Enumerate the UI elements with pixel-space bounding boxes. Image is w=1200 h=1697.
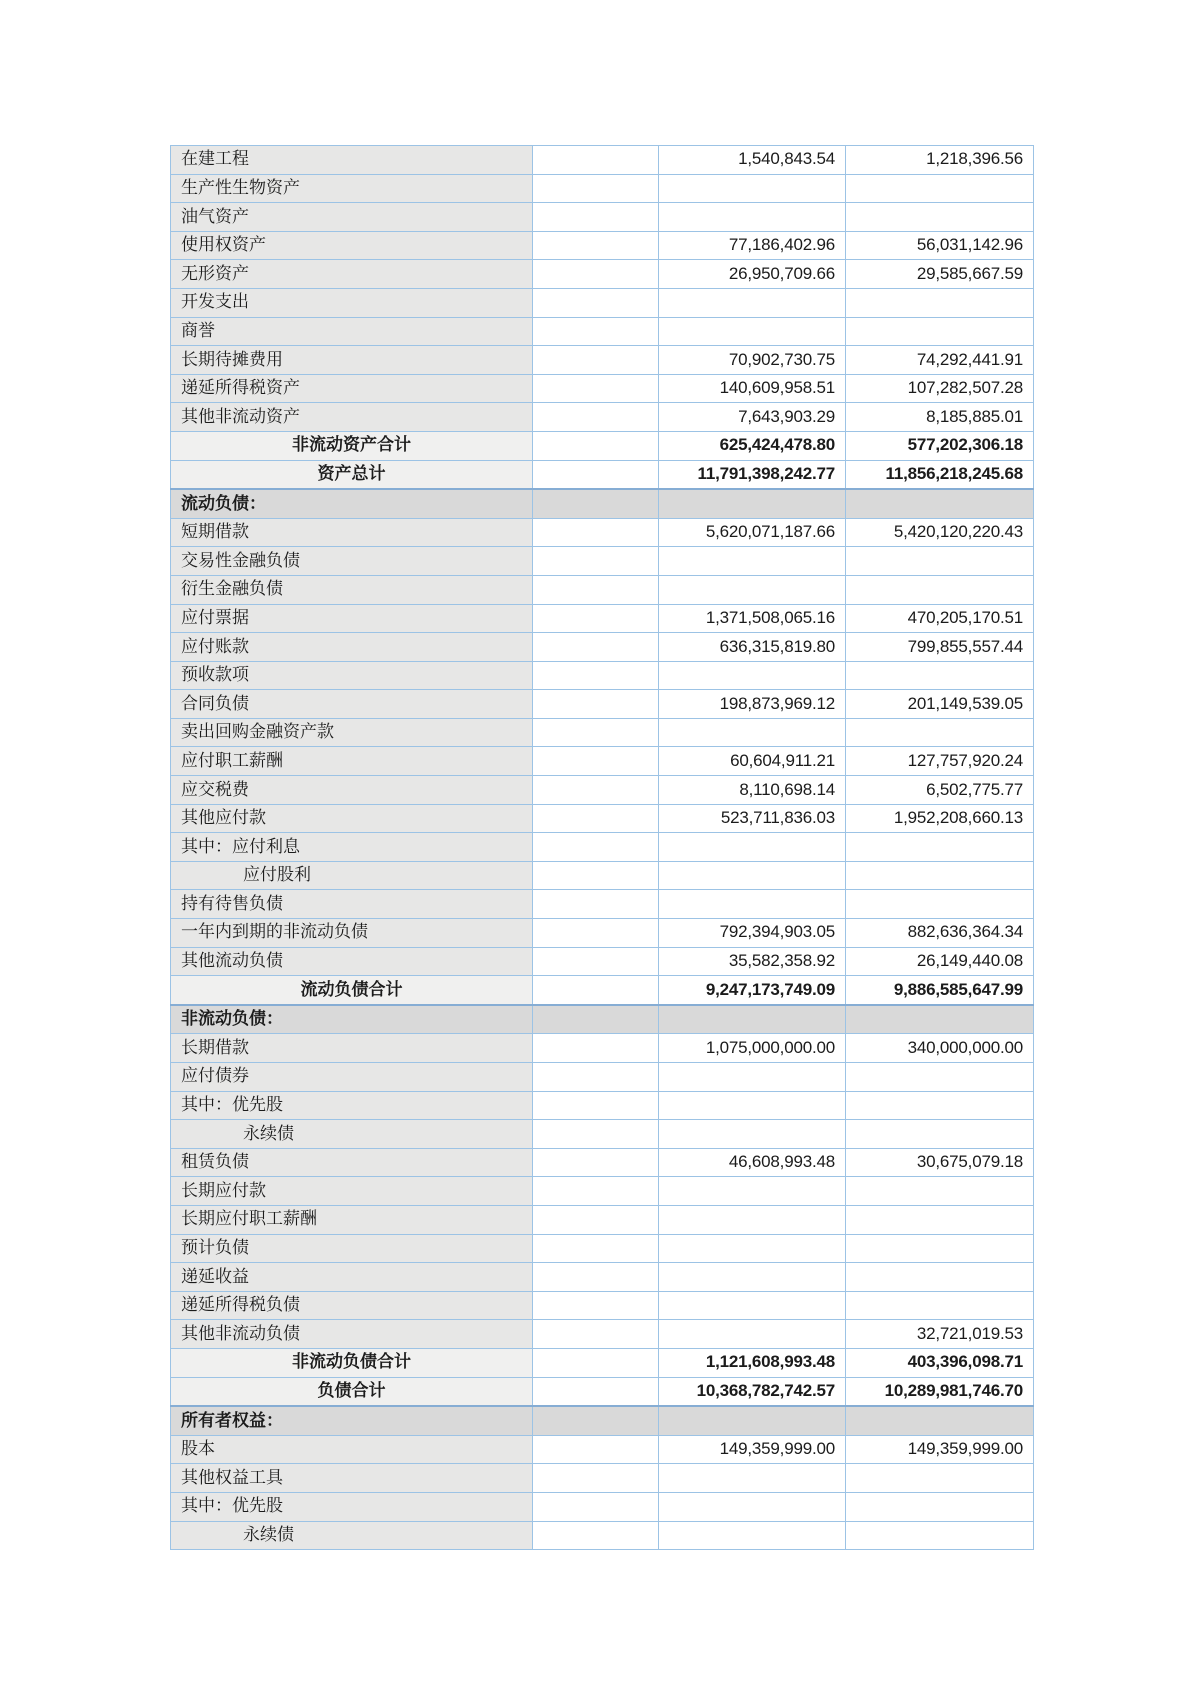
prior-value-cell bbox=[846, 1291, 1034, 1320]
current-value-cell bbox=[659, 1263, 846, 1292]
item-label-cell: 卖出回购金融资产款 bbox=[171, 718, 533, 747]
note-cell bbox=[533, 146, 659, 175]
note-cell bbox=[533, 431, 659, 460]
note-cell bbox=[533, 575, 659, 604]
note-cell bbox=[533, 890, 659, 919]
note-cell bbox=[533, 861, 659, 890]
prior-value-cell: 56,031,142.96 bbox=[846, 231, 1034, 260]
current-value-cell: 11,791,398,242.77 bbox=[659, 460, 846, 489]
item-label-cell: 衍生金融负债 bbox=[171, 575, 533, 604]
table-row bbox=[171, 346, 1034, 375]
note-cell bbox=[533, 1320, 659, 1349]
note-cell bbox=[533, 1492, 659, 1521]
note-cell bbox=[533, 1205, 659, 1234]
current-value-cell bbox=[659, 489, 846, 518]
current-value-cell: 1,121,608,993.48 bbox=[659, 1348, 846, 1377]
current-value-cell bbox=[659, 1492, 846, 1521]
prior-value-cell bbox=[846, 547, 1034, 576]
prior-value-cell: 799,855,557.44 bbox=[846, 633, 1034, 662]
current-value-cell: 523,711,836.03 bbox=[659, 804, 846, 833]
table-row bbox=[171, 1005, 1034, 1034]
item-label-cell: 其他非流动负债 bbox=[171, 1320, 533, 1349]
table-row bbox=[171, 174, 1034, 203]
table-row bbox=[171, 1464, 1034, 1493]
note-cell bbox=[533, 1291, 659, 1320]
note-cell bbox=[533, 1263, 659, 1292]
current-value-cell bbox=[659, 890, 846, 919]
table-row bbox=[171, 374, 1034, 403]
current-value-cell bbox=[659, 575, 846, 604]
table-row bbox=[171, 431, 1034, 460]
note-cell bbox=[533, 1435, 659, 1464]
table-row bbox=[171, 718, 1034, 747]
table-row bbox=[171, 317, 1034, 346]
note-cell bbox=[533, 317, 659, 346]
item-label-cell: 应付债券 bbox=[171, 1063, 533, 1092]
note-cell bbox=[533, 1177, 659, 1206]
prior-value-cell: 127,757,920.24 bbox=[846, 747, 1034, 776]
note-cell bbox=[533, 919, 659, 948]
current-value-cell bbox=[659, 1521, 846, 1550]
prior-value-cell: 149,359,999.00 bbox=[846, 1435, 1034, 1464]
current-value-cell bbox=[659, 833, 846, 862]
prior-value-cell: 1,218,396.56 bbox=[846, 146, 1034, 175]
prior-value-cell bbox=[846, 1521, 1034, 1550]
current-value-cell: 792,394,903.05 bbox=[659, 919, 846, 948]
table-row bbox=[171, 1120, 1034, 1149]
table-row bbox=[171, 890, 1034, 919]
note-cell bbox=[533, 460, 659, 489]
table-row bbox=[171, 804, 1034, 833]
note-cell bbox=[533, 661, 659, 690]
prior-value-cell: 340,000,000.00 bbox=[846, 1034, 1034, 1063]
current-value-cell bbox=[659, 1406, 846, 1435]
item-label-cell: 交易性金融负债 bbox=[171, 547, 533, 576]
prior-value-cell: 26,149,440.08 bbox=[846, 947, 1034, 976]
current-value-cell: 8,110,698.14 bbox=[659, 776, 846, 805]
table-row bbox=[171, 947, 1034, 976]
note-cell bbox=[533, 518, 659, 547]
current-value-cell bbox=[659, 174, 846, 203]
current-value-cell: 198,873,969.12 bbox=[659, 690, 846, 719]
table-row bbox=[171, 575, 1034, 604]
current-value-cell: 77,186,402.96 bbox=[659, 231, 846, 260]
item-label-cell: 非流动负债合计 bbox=[171, 1348, 533, 1377]
prior-value-cell bbox=[846, 718, 1034, 747]
table-row bbox=[171, 260, 1034, 289]
current-value-cell bbox=[659, 661, 846, 690]
note-cell bbox=[533, 260, 659, 289]
prior-value-cell: 10,289,981,746.70 bbox=[846, 1377, 1034, 1406]
note-cell bbox=[533, 1005, 659, 1034]
prior-value-cell: 9,886,585,647.99 bbox=[846, 976, 1034, 1005]
table-row bbox=[171, 919, 1034, 948]
item-label-cell: 长期借款 bbox=[171, 1034, 533, 1063]
current-value-cell: 70,902,730.75 bbox=[659, 346, 846, 375]
item-label-cell: 其中：优先股 bbox=[171, 1492, 533, 1521]
note-cell bbox=[533, 976, 659, 1005]
note-cell bbox=[533, 1348, 659, 1377]
current-value-cell: 636,315,819.80 bbox=[659, 633, 846, 662]
note-cell bbox=[533, 174, 659, 203]
item-label-cell: 其中：应付利息 bbox=[171, 833, 533, 862]
current-value-cell bbox=[659, 1005, 846, 1034]
item-label-cell: 资产总计 bbox=[171, 460, 533, 489]
current-value-cell: 60,604,911.21 bbox=[659, 747, 846, 776]
table-row bbox=[171, 747, 1034, 776]
table-row bbox=[171, 203, 1034, 232]
prior-value-cell bbox=[846, 1406, 1034, 1435]
item-label-cell: 商誉 bbox=[171, 317, 533, 346]
table-row bbox=[171, 1377, 1034, 1406]
item-label-cell: 负债合计 bbox=[171, 1377, 533, 1406]
note-cell bbox=[533, 403, 659, 432]
item-label-cell: 应付股利 bbox=[171, 861, 533, 890]
current-value-cell bbox=[659, 1234, 846, 1263]
note-cell bbox=[533, 1063, 659, 1092]
prior-value-cell bbox=[846, 575, 1034, 604]
prior-value-cell bbox=[846, 203, 1034, 232]
item-label-cell: 开发支出 bbox=[171, 288, 533, 317]
item-label-cell: 在建工程 bbox=[171, 146, 533, 175]
item-label-cell: 预收款项 bbox=[171, 661, 533, 690]
prior-value-cell bbox=[846, 1492, 1034, 1521]
current-value-cell bbox=[659, 1120, 846, 1149]
item-label-cell: 递延所得税资产 bbox=[171, 374, 533, 403]
table-row bbox=[171, 1034, 1034, 1063]
prior-value-cell: 30,675,079.18 bbox=[846, 1148, 1034, 1177]
table-row bbox=[171, 146, 1034, 175]
note-cell bbox=[533, 489, 659, 518]
note-cell bbox=[533, 1464, 659, 1493]
current-value-cell: 1,540,843.54 bbox=[659, 146, 846, 175]
item-label-cell: 流动负债合计 bbox=[171, 976, 533, 1005]
table-row bbox=[171, 231, 1034, 260]
note-cell bbox=[533, 718, 659, 747]
prior-value-cell: 11,856,218,245.68 bbox=[846, 460, 1034, 489]
table-row bbox=[171, 1320, 1034, 1349]
item-label-cell: 其他非流动资产 bbox=[171, 403, 533, 432]
note-cell bbox=[533, 1091, 659, 1120]
table-row bbox=[171, 460, 1034, 489]
prior-value-cell: 201,149,539.05 bbox=[846, 690, 1034, 719]
table-row bbox=[171, 633, 1034, 662]
item-label-cell: 永续债 bbox=[171, 1120, 533, 1149]
prior-value-cell: 5,420,120,220.43 bbox=[846, 518, 1034, 547]
prior-value-cell: 74,292,441.91 bbox=[846, 346, 1034, 375]
note-cell bbox=[533, 947, 659, 976]
item-label-cell: 其他权益工具 bbox=[171, 1464, 533, 1493]
table-row bbox=[171, 288, 1034, 317]
note-cell bbox=[533, 374, 659, 403]
item-label-cell: 非流动负债： bbox=[171, 1005, 533, 1034]
current-value-cell: 7,643,903.29 bbox=[659, 403, 846, 432]
prior-value-cell bbox=[846, 890, 1034, 919]
table-row bbox=[171, 547, 1034, 576]
item-label-cell: 长期应付款 bbox=[171, 1177, 533, 1206]
current-value-cell bbox=[659, 1291, 846, 1320]
prior-value-cell bbox=[846, 174, 1034, 203]
prior-value-cell: 8,185,885.01 bbox=[846, 403, 1034, 432]
item-label-cell: 生产性生物资产 bbox=[171, 174, 533, 203]
current-value-cell: 10,368,782,742.57 bbox=[659, 1377, 846, 1406]
current-value-cell bbox=[659, 203, 846, 232]
table-row bbox=[171, 1177, 1034, 1206]
prior-value-cell: 577,202,306.18 bbox=[846, 431, 1034, 460]
prior-value-cell bbox=[846, 1005, 1034, 1034]
prior-value-cell bbox=[846, 1234, 1034, 1263]
current-value-cell bbox=[659, 861, 846, 890]
item-label-cell: 租赁负债 bbox=[171, 1148, 533, 1177]
item-label-cell: 预计负债 bbox=[171, 1234, 533, 1263]
note-cell bbox=[533, 1377, 659, 1406]
item-label-cell: 流动负债： bbox=[171, 489, 533, 518]
note-cell bbox=[533, 747, 659, 776]
table-row bbox=[171, 1406, 1034, 1435]
item-label-cell: 所有者权益： bbox=[171, 1406, 533, 1435]
note-cell bbox=[533, 1034, 659, 1063]
item-label-cell: 合同负债 bbox=[171, 690, 533, 719]
table-row bbox=[171, 861, 1034, 890]
table-row bbox=[171, 1435, 1034, 1464]
current-value-cell bbox=[659, 1205, 846, 1234]
table-row bbox=[171, 1348, 1034, 1377]
current-value-cell bbox=[659, 1320, 846, 1349]
item-label-cell: 非流动资产合计 bbox=[171, 431, 533, 460]
table-row bbox=[171, 1205, 1034, 1234]
current-value-cell bbox=[659, 547, 846, 576]
current-value-cell: 35,582,358.92 bbox=[659, 947, 846, 976]
table-row bbox=[171, 1148, 1034, 1177]
current-value-cell bbox=[659, 1063, 846, 1092]
note-cell bbox=[533, 833, 659, 862]
item-label-cell: 使用权资产 bbox=[171, 231, 533, 260]
current-value-cell: 46,608,993.48 bbox=[659, 1148, 846, 1177]
prior-value-cell: 29,585,667.59 bbox=[846, 260, 1034, 289]
table-row bbox=[171, 1521, 1034, 1550]
prior-value-cell: 882,636,364.34 bbox=[846, 919, 1034, 948]
item-label-cell: 其中：优先股 bbox=[171, 1091, 533, 1120]
table-row bbox=[171, 776, 1034, 805]
item-label-cell: 递延收益 bbox=[171, 1263, 533, 1292]
note-cell bbox=[533, 804, 659, 833]
note-cell bbox=[533, 231, 659, 260]
current-value-cell: 149,359,999.00 bbox=[659, 1435, 846, 1464]
table-row bbox=[171, 1234, 1034, 1263]
table-row bbox=[171, 604, 1034, 633]
prior-value-cell bbox=[846, 861, 1034, 890]
balance-sheet-table bbox=[170, 145, 1034, 1550]
prior-value-cell bbox=[846, 288, 1034, 317]
prior-value-cell bbox=[846, 1205, 1034, 1234]
prior-value-cell bbox=[846, 1263, 1034, 1292]
prior-value-cell bbox=[846, 661, 1034, 690]
note-cell bbox=[533, 604, 659, 633]
item-label-cell: 长期应付职工薪酬 bbox=[171, 1205, 533, 1234]
table-row bbox=[171, 518, 1034, 547]
prior-value-cell: 403,396,098.71 bbox=[846, 1348, 1034, 1377]
item-label-cell: 短期借款 bbox=[171, 518, 533, 547]
prior-value-cell bbox=[846, 489, 1034, 518]
note-cell bbox=[533, 203, 659, 232]
note-cell bbox=[533, 776, 659, 805]
note-cell bbox=[533, 690, 659, 719]
note-cell bbox=[533, 1148, 659, 1177]
note-cell bbox=[533, 547, 659, 576]
current-value-cell: 625,424,478.80 bbox=[659, 431, 846, 460]
note-cell bbox=[533, 346, 659, 375]
current-value-cell: 140,609,958.51 bbox=[659, 374, 846, 403]
prior-value-cell bbox=[846, 1120, 1034, 1149]
table-row bbox=[171, 1263, 1034, 1292]
item-label-cell: 油气资产 bbox=[171, 203, 533, 232]
note-cell bbox=[533, 1406, 659, 1435]
note-cell bbox=[533, 633, 659, 662]
current-value-cell bbox=[659, 288, 846, 317]
prior-value-cell bbox=[846, 1091, 1034, 1120]
table-row bbox=[171, 690, 1034, 719]
table-row bbox=[171, 403, 1034, 432]
item-label-cell: 应付职工薪酬 bbox=[171, 747, 533, 776]
current-value-cell bbox=[659, 1464, 846, 1493]
item-label-cell: 持有待售负债 bbox=[171, 890, 533, 919]
note-cell bbox=[533, 1234, 659, 1263]
item-label-cell: 无形资产 bbox=[171, 260, 533, 289]
table-row bbox=[171, 1091, 1034, 1120]
prior-value-cell bbox=[846, 833, 1034, 862]
table-row bbox=[171, 1492, 1034, 1521]
prior-value-cell bbox=[846, 1177, 1034, 1206]
note-cell bbox=[533, 1521, 659, 1550]
item-label-cell: 长期待摊费用 bbox=[171, 346, 533, 375]
table-row bbox=[171, 661, 1034, 690]
table-row bbox=[171, 833, 1034, 862]
note-cell bbox=[533, 1120, 659, 1149]
current-value-cell bbox=[659, 1091, 846, 1120]
table-row bbox=[171, 1063, 1034, 1092]
item-label-cell: 其他流动负债 bbox=[171, 947, 533, 976]
item-label-cell: 应交税费 bbox=[171, 776, 533, 805]
item-label-cell: 永续债 bbox=[171, 1521, 533, 1550]
current-value-cell: 5,620,071,187.66 bbox=[659, 518, 846, 547]
prior-value-cell: 107,282,507.28 bbox=[846, 374, 1034, 403]
current-value-cell: 26,950,709.66 bbox=[659, 260, 846, 289]
prior-value-cell bbox=[846, 1063, 1034, 1092]
current-value-cell: 1,075,000,000.00 bbox=[659, 1034, 846, 1063]
prior-value-cell: 6,502,775.77 bbox=[846, 776, 1034, 805]
table-row bbox=[171, 1291, 1034, 1320]
note-cell bbox=[533, 288, 659, 317]
item-label-cell: 股本 bbox=[171, 1435, 533, 1464]
current-value-cell: 9,247,173,749.09 bbox=[659, 976, 846, 1005]
table-row bbox=[171, 489, 1034, 518]
item-label-cell: 应付账款 bbox=[171, 633, 533, 662]
prior-value-cell bbox=[846, 317, 1034, 346]
table-row bbox=[171, 976, 1034, 1005]
current-value-cell bbox=[659, 1177, 846, 1206]
prior-value-cell: 470,205,170.51 bbox=[846, 604, 1034, 633]
item-label-cell: 其他应付款 bbox=[171, 804, 533, 833]
item-label-cell: 一年内到期的非流动负债 bbox=[171, 919, 533, 948]
current-value-cell: 1,371,508,065.16 bbox=[659, 604, 846, 633]
current-value-cell bbox=[659, 718, 846, 747]
prior-value-cell bbox=[846, 1464, 1034, 1493]
prior-value-cell: 1,952,208,660.13 bbox=[846, 804, 1034, 833]
prior-value-cell: 32,721,019.53 bbox=[846, 1320, 1034, 1349]
item-label-cell: 递延所得税负债 bbox=[171, 1291, 533, 1320]
current-value-cell bbox=[659, 317, 846, 346]
item-label-cell: 应付票据 bbox=[171, 604, 533, 633]
